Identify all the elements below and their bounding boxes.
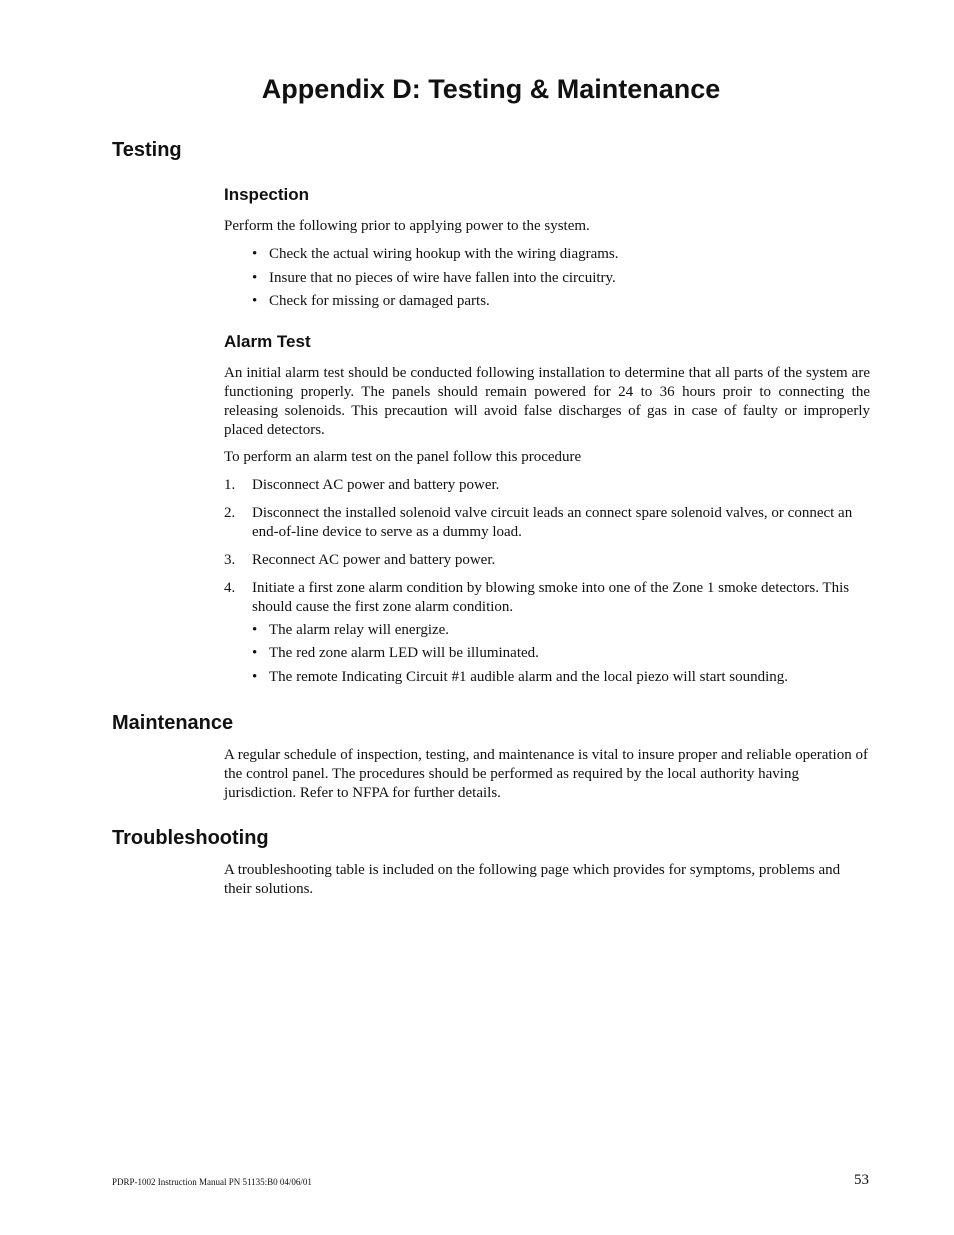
bullet-icon: • (252, 645, 258, 661)
alarm-test-paragraph: An initial alarm test should be conducted following installation to determine that all parts of the system are functioning properly. The panels should remain powered for 24 to 36 hours proir to connecting the releasing solenoids. This precaution will avoid false discharges of gas in case of faulty or improperly placed detectors. (224, 365, 870, 438)
section-heading-troubleshooting: Troubleshooting (112, 827, 269, 849)
maintenance-paragraph: A regular schedule of inspection, testing, and maintenance is vital to insure proper and reliable operation of the control panel. The procedures should be performed as required by the local authority having jurisdiction. Refer to NFPA for further details. (224, 747, 868, 801)
bullet-icon: • (252, 293, 258, 309)
inspection-intro: Perform the following prior to applying power to the system. (224, 218, 590, 234)
page-number: 53 (854, 1172, 869, 1188)
section-heading-testing: Testing (112, 139, 182, 161)
section-heading-maintenance: Maintenance (112, 712, 234, 734)
bullet-icon: • (252, 270, 258, 286)
bullet-icon: • (252, 669, 258, 685)
alarm-test-procedure-intro: To perform an alarm test on the panel follow this procedure (224, 449, 582, 465)
bullet-icon: • (252, 246, 258, 262)
bullet-icon: • (252, 622, 258, 638)
subheading-alarm-test: Alarm Test (224, 332, 311, 351)
troubleshooting-paragraph: A troubleshooting table is included on the following page which provides for symptoms, problems and their solutions. (224, 862, 841, 897)
footer-document-info: PDRP-1002 Instruction Manual PN 51135:B0 04/06/01 (112, 1177, 312, 1187)
page-title: Appendix D: Testing & Maintenance (261, 74, 721, 104)
subheading-inspection: Inspection (224, 185, 310, 204)
